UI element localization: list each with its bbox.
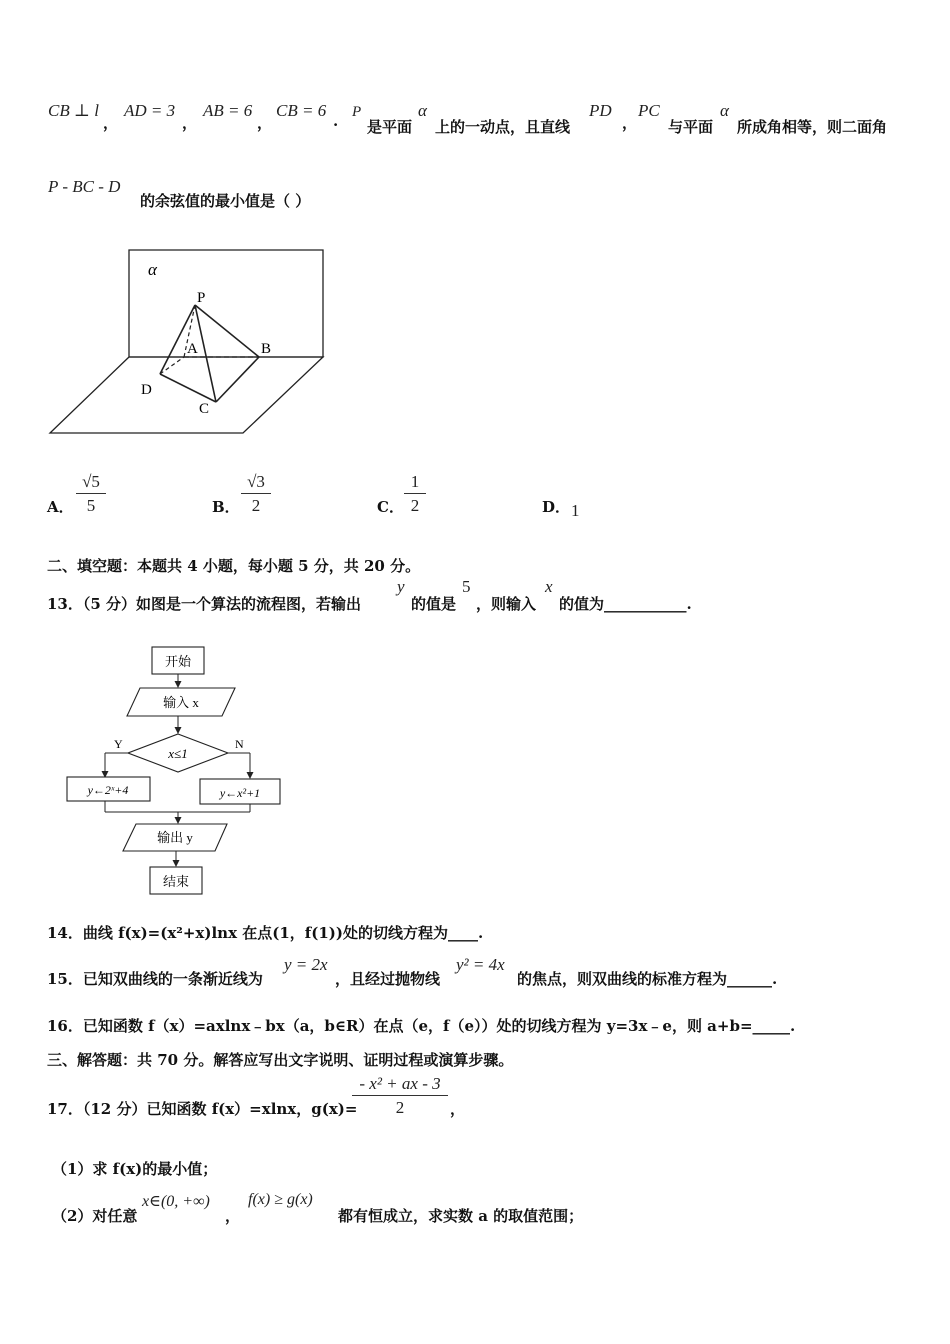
no-label: N: [235, 737, 244, 751]
start-label: 开始: [164, 654, 192, 669]
separator: ，: [450, 1100, 466, 1118]
label-c: C: [199, 401, 210, 417]
yes-label: Y: [114, 737, 123, 751]
symbol-alpha: α: [720, 101, 729, 120]
domain-expression: x∈(0, +∞): [142, 1193, 210, 1210]
question-14: 14．曲线 f(x)=(x²+x)lnx 在点(1，f(1))处的切线方程为____.: [47, 924, 484, 942]
section-2-heading: 二、填空题：本题共 4 小题，每小题 5 分，共 20 分。: [47, 557, 421, 575]
edge-pd: [160, 305, 195, 374]
option-b-label[interactable]: B．: [212, 498, 240, 516]
text-segment: （2）对任意: [52, 1207, 138, 1225]
end-label: 结束: [162, 874, 190, 889]
section-3-heading: 三、解答题：共 70 分。解答应写出文字说明、证明过程或演算步骤。: [47, 1051, 514, 1069]
text-segment: 17．（12 分）已知函数 f(x）=xlnx，g(x)=: [47, 1100, 358, 1118]
question-16: 16．已知函数 f（x）=axlnx﹣bx（a，b∈R）在点（e，f（e））处的切线方程为 y=3x﹣e，则 a+b=_____.: [47, 1017, 796, 1035]
equation-parabola: y² = 4x: [456, 955, 505, 974]
text-segment: 是平面: [367, 118, 413, 136]
symbol-p: P: [352, 104, 362, 120]
vertical-plane: [129, 250, 323, 357]
label-d: D: [141, 382, 152, 398]
input-label: 输入 x: [163, 695, 199, 710]
text-segment: 的余弦值的最小值是（ ）: [140, 192, 311, 210]
option-c-label[interactable]: C．: [377, 498, 404, 516]
separator: ，: [182, 114, 198, 132]
option-a-label[interactable]: A．: [47, 498, 74, 516]
g-fraction: $\frac{\text{- x² + ax - 3}}{2}$: [352, 1074, 448, 1118]
separator: ，: [257, 114, 273, 132]
left-process-label: y←2ˣ+4: [87, 783, 129, 797]
option-d-value: 1: [571, 501, 580, 520]
symbol-pc: PC: [638, 101, 660, 120]
flowchart: [60, 640, 300, 902]
label-b: B: [261, 341, 272, 357]
text-segment: 的值为___________.: [559, 595, 692, 613]
symbol-x: x: [545, 577, 553, 596]
condition-label: x≤1: [168, 746, 188, 761]
option-b-value: $\frac{√3}{2}$: [241, 472, 271, 516]
separator: ，: [622, 114, 638, 132]
output-label: 输出 y: [157, 830, 193, 845]
geometry-figure: [40, 240, 340, 440]
option-d-label[interactable]: D．: [542, 498, 571, 516]
option-c-value: $\frac{1}{2}$: [404, 472, 426, 516]
text-segment: 13．（5 分）如图是一个算法的流程图，若输出: [47, 595, 362, 613]
condition-ad: AD = 3: [124, 101, 176, 120]
text-segment: 都有恒成立，求实数 a 的取值范围；: [338, 1207, 584, 1225]
option-a-value: $\frac{√5}{5}$: [76, 472, 106, 516]
condition-cb-perp-l: CB ⊥ l: [48, 101, 99, 120]
text-segment: 与平面: [668, 118, 714, 136]
text-segment: 的值是: [411, 595, 457, 613]
part-1: （1）求 f(x)的最小值；: [52, 1160, 218, 1178]
condition-ab: AB = 6: [203, 101, 253, 120]
text-segment: 15．已知双曲线的一条渐近线为: [47, 970, 263, 988]
text-segment: ，则输入: [476, 595, 537, 613]
text-segment: 上的一动点，且直线: [435, 118, 571, 136]
symbol-pd: PD: [589, 101, 612, 120]
symbol-alpha: α: [418, 101, 427, 120]
equation-asymptote: y = 2x: [284, 955, 328, 974]
symbol-dihedral: P - BC - D: [48, 177, 121, 196]
text-segment: ，且经过抛物线: [335, 970, 441, 988]
right-process-label: y←x²+1: [219, 786, 261, 800]
horizontal-plane: [50, 357, 323, 433]
symbol-y: y: [397, 577, 405, 596]
separator: ，: [103, 114, 119, 132]
separator: ，: [225, 1207, 241, 1225]
separator: .: [333, 112, 339, 130]
edge-cb: [216, 357, 259, 402]
label-alpha: α: [148, 260, 157, 279]
label-p: P: [197, 290, 206, 306]
text-segment: 的焦点，则双曲线的标准方程为______.: [517, 970, 778, 988]
text-segment: 所成角相等，则二面角: [737, 118, 888, 136]
symbol-5: 5: [462, 577, 471, 596]
edge-dc: [160, 374, 216, 402]
inequality-expression: f(x) ≥ g(x): [248, 1191, 313, 1208]
label-a: A: [187, 341, 198, 357]
condition-cb: CB = 6: [276, 101, 327, 120]
